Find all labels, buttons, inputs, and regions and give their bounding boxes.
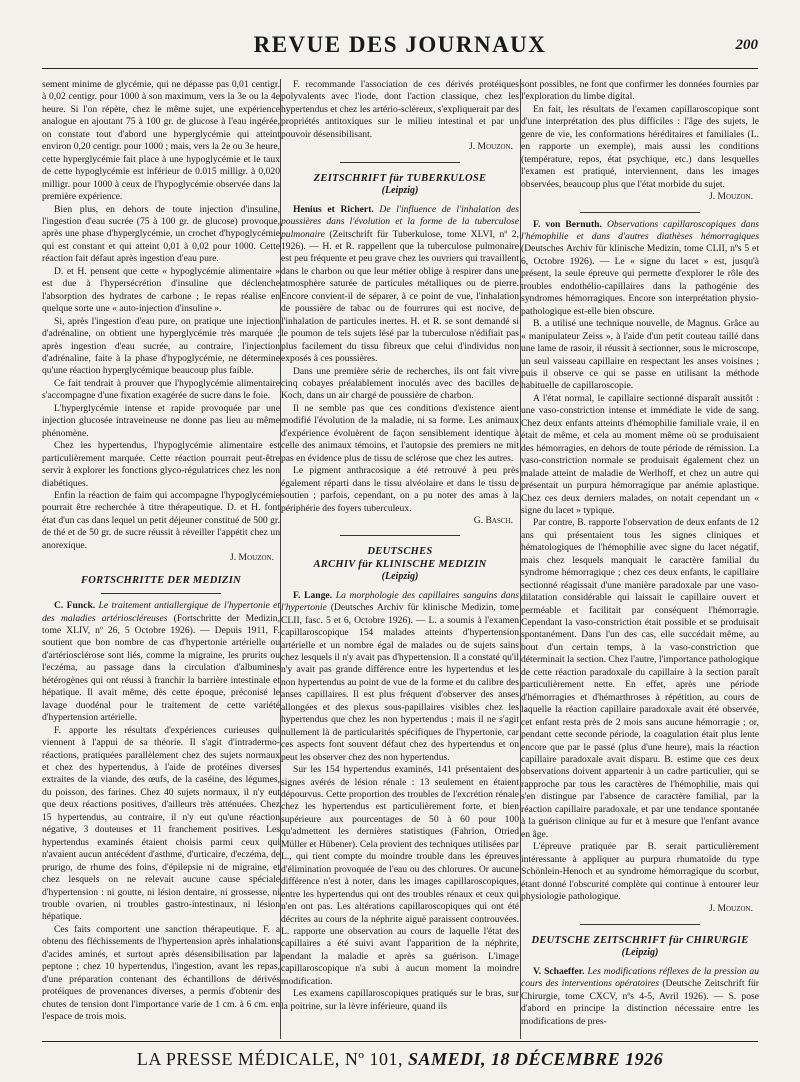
paragraph: Enfin la réaction de faim qui accompagne l'hypoglycémie pourrait être recherchée à titre thérapeutique. D. et H. font état d'un cas dans lequel un petit déjeuner constitué de 500 gr. de thé et de 50 gr. de sucre réussit à réveiller l'appétit chez un anorexique. <box>42 489 280 551</box>
section-rule <box>580 212 700 213</box>
section-city: (Leipzig) <box>621 947 659 959</box>
paragraph: Les examens capillaroscopiques pratiqués sur le bras, sur la poitrine, sur la lèvre inférieure, quand ils <box>281 988 519 1012</box>
article-text: (Deutsches Archiv für klinische Medizin, tome CLII, fasc. 5 et 6, Octobre 1926). — L. a soumis à l'examen capillaroscopique 154 malades atteints d'hypertension artérielle et un nombre égal de malades ou de sujets sains chez lesquels il n'y avait pas d'hypertension. Il a constaté qu'il n'y avait pas grande différence entre les hypertendus et les non hypertendus au point de vue de la forme et du calibre des anses capillaires. Il est plus fréquent d'observer des anses allongées et des plexus sous-papillaires visibles chez les hypertendus que chez les non hypertendus ; mais il ne s'agit nullement là de particularités spécifiques de l'hypertonie, car ces aspects font souvent défaut chez des hypertendus et on peut les observer chez des non hypertendus. <box>281 602 519 763</box>
paragraph: L'hyperglycémie intense et rapide provoquée par une injection glucosée intraveineuse ne donne pas lieu au même phénomène. <box>42 402 280 439</box>
signature: J. Mouzon. <box>709 903 753 915</box>
article-title: De l'influence de l'inhalation des poussières dans l'évolution et la forme de la tuberculose pulmonaire <box>281 203 519 240</box>
section-title-line-2: ARCHIV für KLINISCHE MEDIZIN <box>313 558 487 570</box>
paragraph: sont possibles, ne font que confirmer les données fournies par l'exploration du limbe digital. <box>521 79 759 103</box>
paragraph: Par contre, B. rapporte l'observation de deux enfants de 12 ans qui présentaient tous les signes cliniques et hématologiques de l'hémophilie avec signe du lacet négatif, mais chez lesquels manquait le caractère familial du syndrome hémorragique ; chez ces deux enfants, le capillaire sectionné réagissait d'une manière paradoxale par une vaso-dilatation considérable qui laissait le capillaire ouvert et perméable et facilitait par conséquent l'hémorragie. Cependant la vaso-constriction était possible et se produisait spontanément. Dans l'un des cas, elle succédait même, au bout d'un certain temps, à la vaso-constriction que déterminait la section. Chez l'autre, l'importance pathologique de cette réaction paradoxale du capillaire à la section paraît particulièrement nette. En effet, après une période d'hémorragies et d'hémarthroses à répétition, au cours de laquelle la réaction capillaire paradoxale avait été observée, cet enfant resta près de 2 mois sans aucune hémorragie ; or, pendant cette seconde période, la coagulation était plus lente encore que par le passé (plus d'une heure), mais la réaction capillaire paradoxale avait disparu. B. estime que ces deux observations doivent appartenir à un cadre particulier, qui se rapproche par tous les caractères de l'hémophilie, mais qui s'en distingue par l'absence de caractère familial, par la réaction capillaire paradoxale, et par une tendance spontanée à la guérison clinique au fur et à mesure que l'enfant avance en âge. <box>521 517 759 840</box>
signature: J. Mouzon. <box>469 141 513 153</box>
article-title: La morphologie des capillaires sanguins dans l'hypertonie <box>281 589 519 614</box>
page-number: 200 <box>735 37 758 53</box>
signature: J. Mouzon. <box>230 552 274 564</box>
article-author: Henius et Richert. <box>293 203 374 215</box>
paragraph: sement minime de glycémie, qui ne dépasse pas 0,01 centigr. à 0,02 centigr. pour 1000 à son maximum, vers la 3e ou la 4e heure. Si l'on répète, chez le même sujet, une expérience analogue en ajoutant 75 à 100 gr. de glucose à l'eau ingérée, on constate tout d'abord une hyperglycémie qui atteint environ 0,20 centigr. pour 1000 ; mais, vers la 2e ou 3e heure, cette hyperglycémie fait place à une hypoglycémie et le taux de cette hypoglycémie est inférieur de 0.015 milligr. à 0,020 milligr. pour 1000 à ceux de l'hypoglycémie observée dans la première expérience. <box>42 79 280 203</box>
section-city: (Leipzig) <box>381 185 419 197</box>
footer-journal: LA PRESSE MÉDICALE, Nº 101, <box>136 1049 404 1069</box>
section-rule <box>580 924 700 925</box>
section-rule <box>340 535 460 536</box>
paragraph: Dans une première série de recherches, ils ont fait vivre cinq cobayes préalablement inoculés avec des bacilles de Koch, dans un air chargé de poussière de charbon. <box>281 365 519 402</box>
paragraph: Sur les 154 hypertendus examinés, 141 présentaient des signes avérés de lésion rénale : 13 seulement en étaient dépourvus. Cette proportion des troubles de l'excrétion rénale chez les hypertendus est particulièrement forte, et bien supérieure aux pourcentages de 50 à 60 pour 100 qu'admettent les dernières statistiques (Fahrion, Otried Müller et Hübener). Cela provient des techniques utilisées par L., qui tient compte du moindre trouble dans les épreuves d'élimination provoquée de l'eau ou des chlorures. Or aucune différence n'est à noter, dans les images capillaroscopiques, entre les hypertendus qui ont des troubles rénaux et ceux qui n'en ont pas. Les altérations capillaroscopiques qui ont été décrites au cours de la néphrite aiguë paraissent controuvées. L. rapporte une observation au cours de laquelle l'état des capillaires a été suivi avant l'apparition de la néphrite, pendant la maladie et après sa guérison. L'image capillaroscopique n'a subi à aucun moment la moindre modification. <box>281 764 519 987</box>
paragraph: L'épreuve pratiquée par B. serait particulièrement intéressante à appliquer au purpura rhumatoïde du type Schönlein-Henoch et au syndrome hémorragique du scorbut, étant donné l'obscurité complète qui continue à entourer leur physiologie pathologique. <box>521 841 759 902</box>
article-text: (Deutsches Archiv für klinische Medizin, tome CLII, nºs 5 et 6, Octobre 1926). — Le « signe du lacet » est, jusqu'à présent, la seule épreuve qui permette d'explorer le rôle des troubles endothélio-capillaires dans la pathogénie des syndromes hémorragiques. Encore son interprétation physio-pathologique est-elle bien obscure. <box>521 243 759 317</box>
paragraph: Le pigment anthracosique a été retrouvé à peu près également réparti dans le tissu alvéolaire et dans le tissu de soutien ; parfois, cependant, on a pu noter des amas à la périphérie des foyers tuberculeux. <box>281 465 519 514</box>
article-author: F. Lange. <box>293 589 333 601</box>
article-author: V. Schaeffer. <box>533 965 585 977</box>
section-title: DEUTSCHES <box>367 546 433 558</box>
article-author: C. Funck. <box>54 600 96 612</box>
paragraph: Ce fait tendrait à prouver que l'hypoglycémie alimentaire s'accompagne d'une fixation exagérée de sucre dans le foie. <box>42 377 280 402</box>
paragraph: Il ne semble pas que ces conditions d'existence aient modifié l'évolution de la maladie, ni sa forme. Les animaux d'expérience évoluèrent de façon sensiblement identique à celle des animaux témoins, et l'autopsie des premiers ne mit pas en évidence plus de tissu de sclérose que chez les autres. <box>281 402 519 464</box>
signature: J. Mouzon. <box>709 191 753 203</box>
paragraph: F. apporte les résultats d'expériences curieuses qui viennent à l'appui de sa théorie. Il s'agit d'intradermo-réactions, pratiquées parallèlement chez des sujets normaux et chez des hypertendus, à l'aide de protéines diverses extraites de la viande, des œufs, de la caséine, des légumes, du poisson, des farines. Chez 40 sujets normaux, il n'y eut que deux réactions positives, d'ailleurs très atténuées. Chez 15 hypertendus, au contraire, il n'y eut qu'une réaction négative, 3 douteuses et 11 franchement positives. Les hypertendus examinés étaient choisis parmi ceux qui n'avaient aucun antécédent d'asthme, d'urticaire, d'eczéma, de prurigo, de rhume des foins, d'épilepsie ni de migraine, et chez lesquels on ne relevait aucune cause spéciale d'hypertension : ni goutte, ni lésion dentaire, ni grossesse, ni trouble ovarien, ni troubles gastro-intestinaux, ni lésion hépatique. <box>42 724 280 923</box>
article-title: Observations capillaroscopiques dans l'hémophilie et dans d'autres diathèses hémorragiques <box>521 218 759 242</box>
article-text: (Deutsche Zeitschrift für Chirurgie, tome CXCV, nºs 4-5, Avril 1926). — S. pose d'abord en principe la distinction nécessaire entre les modifications de pres- <box>521 978 759 1027</box>
article-title: Les modifications réflexes de la pression au cours des interventions opératoires <box>521 965 759 990</box>
section-rule <box>340 162 460 163</box>
page-header <box>0 30 800 64</box>
paragraph: Chez les hypertendus, l'hypoglycémie alimentaire est particulièrement marquée. Cette réaction pourrait peut-être servir à explorer les fonctions glyco-régulatrices chez les non diabétiques. <box>42 440 280 489</box>
paragraph: B. a utilisé une technique nouvelle, de Magnus. Grâce au « manipulateur Zeiss », à l'aide d'un petit couteau taillé dans une lame de rasoir, il réussit à sectionner, sous le microscope, un seul vaisseau capillaire en respectant les anses voisines ; puis il observe ce qui se passe en utilisant la méthode habituelle de capillaroscopie. <box>521 318 759 392</box>
paragraph: Bien plus, en dehors de toute injection d'insuline, l'ingestion d'eau sucrée (75 à 100 gr. de glucose) provoque, après une phase d'hyperglycémie, un crochet d'hypoglycémie qui est constant et qui atteint 0,01 à 0,02 pour 1000. Cette réaction fait défaut après ingestion d'eau pure. <box>42 203 280 265</box>
section-title: ZEITSCHRIFT für TUBERKULOSE <box>313 172 487 184</box>
section-rule <box>101 593 221 594</box>
paragraph: D. et H. pensent que cette « hypoglycémie alimentaire » est due à l'hypersécrétion d'insuline que déclenche l'absorption des hydrates de carbone ; le repas réalise en quelque sorte une « auto-injection d'insuline ». <box>42 265 280 315</box>
header-rule <box>42 68 758 69</box>
paragraph: En fait, les résultats de l'examen capillaroscopique sont d'une interprétation des plus difficiles : l'âge des sujets, le genre de vie, les conformations héréditaires et familiales (L. en rapporte un exemple), mais aussi les conditions (température, repos, état psychique, etc.) dans lesquelles l'examen est pratiqué, interviennent, dans les images observées, beaucoup plus que l'état morbide du sujet. <box>521 103 759 190</box>
paragraph: F. recommande l'association de ces dérivés protéiques polyvalents avec l'iode, dont l'action classique, chez les hypertendus et chez les artério-scléreux, s'expliquerait par des propriétés antitoxiques sur le milieu intestinal et par un pouvoir désensibilisant. <box>281 79 519 140</box>
page-footer <box>0 1049 800 1070</box>
paragraph: Si, après l'ingestion d'eau pure, on pratique une injection d'adrénaline, on obtient une hyperglycémie très marquée ; après ingestion d'eau sucrée, au contraire, l'injection d'adrénaline, faite à la phase d'hypoglycémie, ne détermine qu'une réaction hyperglycémique beaucoup plus faible. <box>42 315 280 377</box>
column-3 <box>521 79 759 1039</box>
article-title: Le traitement antiallergique de l'hypertonie et des maladies artérioscléreuses <box>42 600 280 624</box>
paragraph: A l'état normal, le capillaire sectionné disparaît aussitôt : une vaso-constriction intense et immédiate le vide de sang. Chez deux enfants atteints d'hémophilie familiale vraie, il en était de même, et cela au moment même où se produisaient des hémorragies, en dehors de toute période de rémission. La vaso-constriction normale se produisait également chez un malade atteint de maladie de Werlhoff, et chez un autre qui présentait un purpura hémorragique par anémie aplastique. Chez ces deux derniers malades, on notait cependant un « signe du lacet » typique. <box>521 392 759 516</box>
section-title: FORTSCHRITTE DER MEDIZIN <box>80 574 242 586</box>
signature: G. Basch. <box>473 514 513 526</box>
footer-rule <box>42 1041 758 1042</box>
column-2 <box>281 79 519 1039</box>
footer-date: SAMEDI, 18 DÉCEMBRE 1926 <box>408 1049 664 1069</box>
section-city: (Leipzig) <box>381 571 419 583</box>
article-text: (Zeitschrift für Tuberkulose, tome XLVI, nº 2, 1926). — H. et R. rappellent que la tuberculose pulmonaire est peu fréquente et peu grave chez les ouvriers qui travaillent dans le charbon ou que leur métier oblige à respirer dans une atmosphère saturée de particules métalliques ou de pierre. Encore convient-il de séparer, à ce point de vue, l'inhalation de poussière de tabac ou de fourrures qui est nocive, de l'inhalation de particules inertes. H. et R. se sont demandé si le poumon de tels sujets lésé par la tuberculose n'édifiait pas plus facilement du tissu fibreux que celui d'individus non exposés à ces poussières. <box>281 228 519 365</box>
article-text: (Fortschritte der Medizin, tome XLIV, nº 26, 5 Octobre 1926). — Depuis 1911, F. soutient que bon nombre de cas d'hypertonie artérielle ou d'artériosclérose sont liés, comme la migraine, les prurits ou l'eczéma, au passage dans la circulation d'albumines hétérogènes qui ont réussi à franchir la barrière intestinale et hépatique. Il avait même, dès cette époque, préconisé le lavage duodénal pour le traitement de cette variété d'hypertension artérielle. <box>42 612 280 724</box>
article-author: F. von Bernuth. <box>533 218 602 230</box>
running-title: REVUE DES JOURNAUX <box>253 32 547 57</box>
column-1 <box>42 79 280 1039</box>
paragraph: Ces faits comportent une sanction thérapeutique. F. a obtenu des fléchissements de l'hypertension après inhalations d'acides aminés, et surtout après désensibilisation par la peptone ; chez 10 hypertendus, l'ingestion, avant les repas, d'une préparation contenant des échantillons de dérivés protéiques de provenances diverses, a permis d'obtenir des chutes de tension dont l'importance varie de 1 cm. à 6 cm. en l'espace de trois mois. <box>42 923 280 1023</box>
section-title: DEUTSCHE ZEITSCHRIFT für CHIRURGIE <box>531 934 749 946</box>
